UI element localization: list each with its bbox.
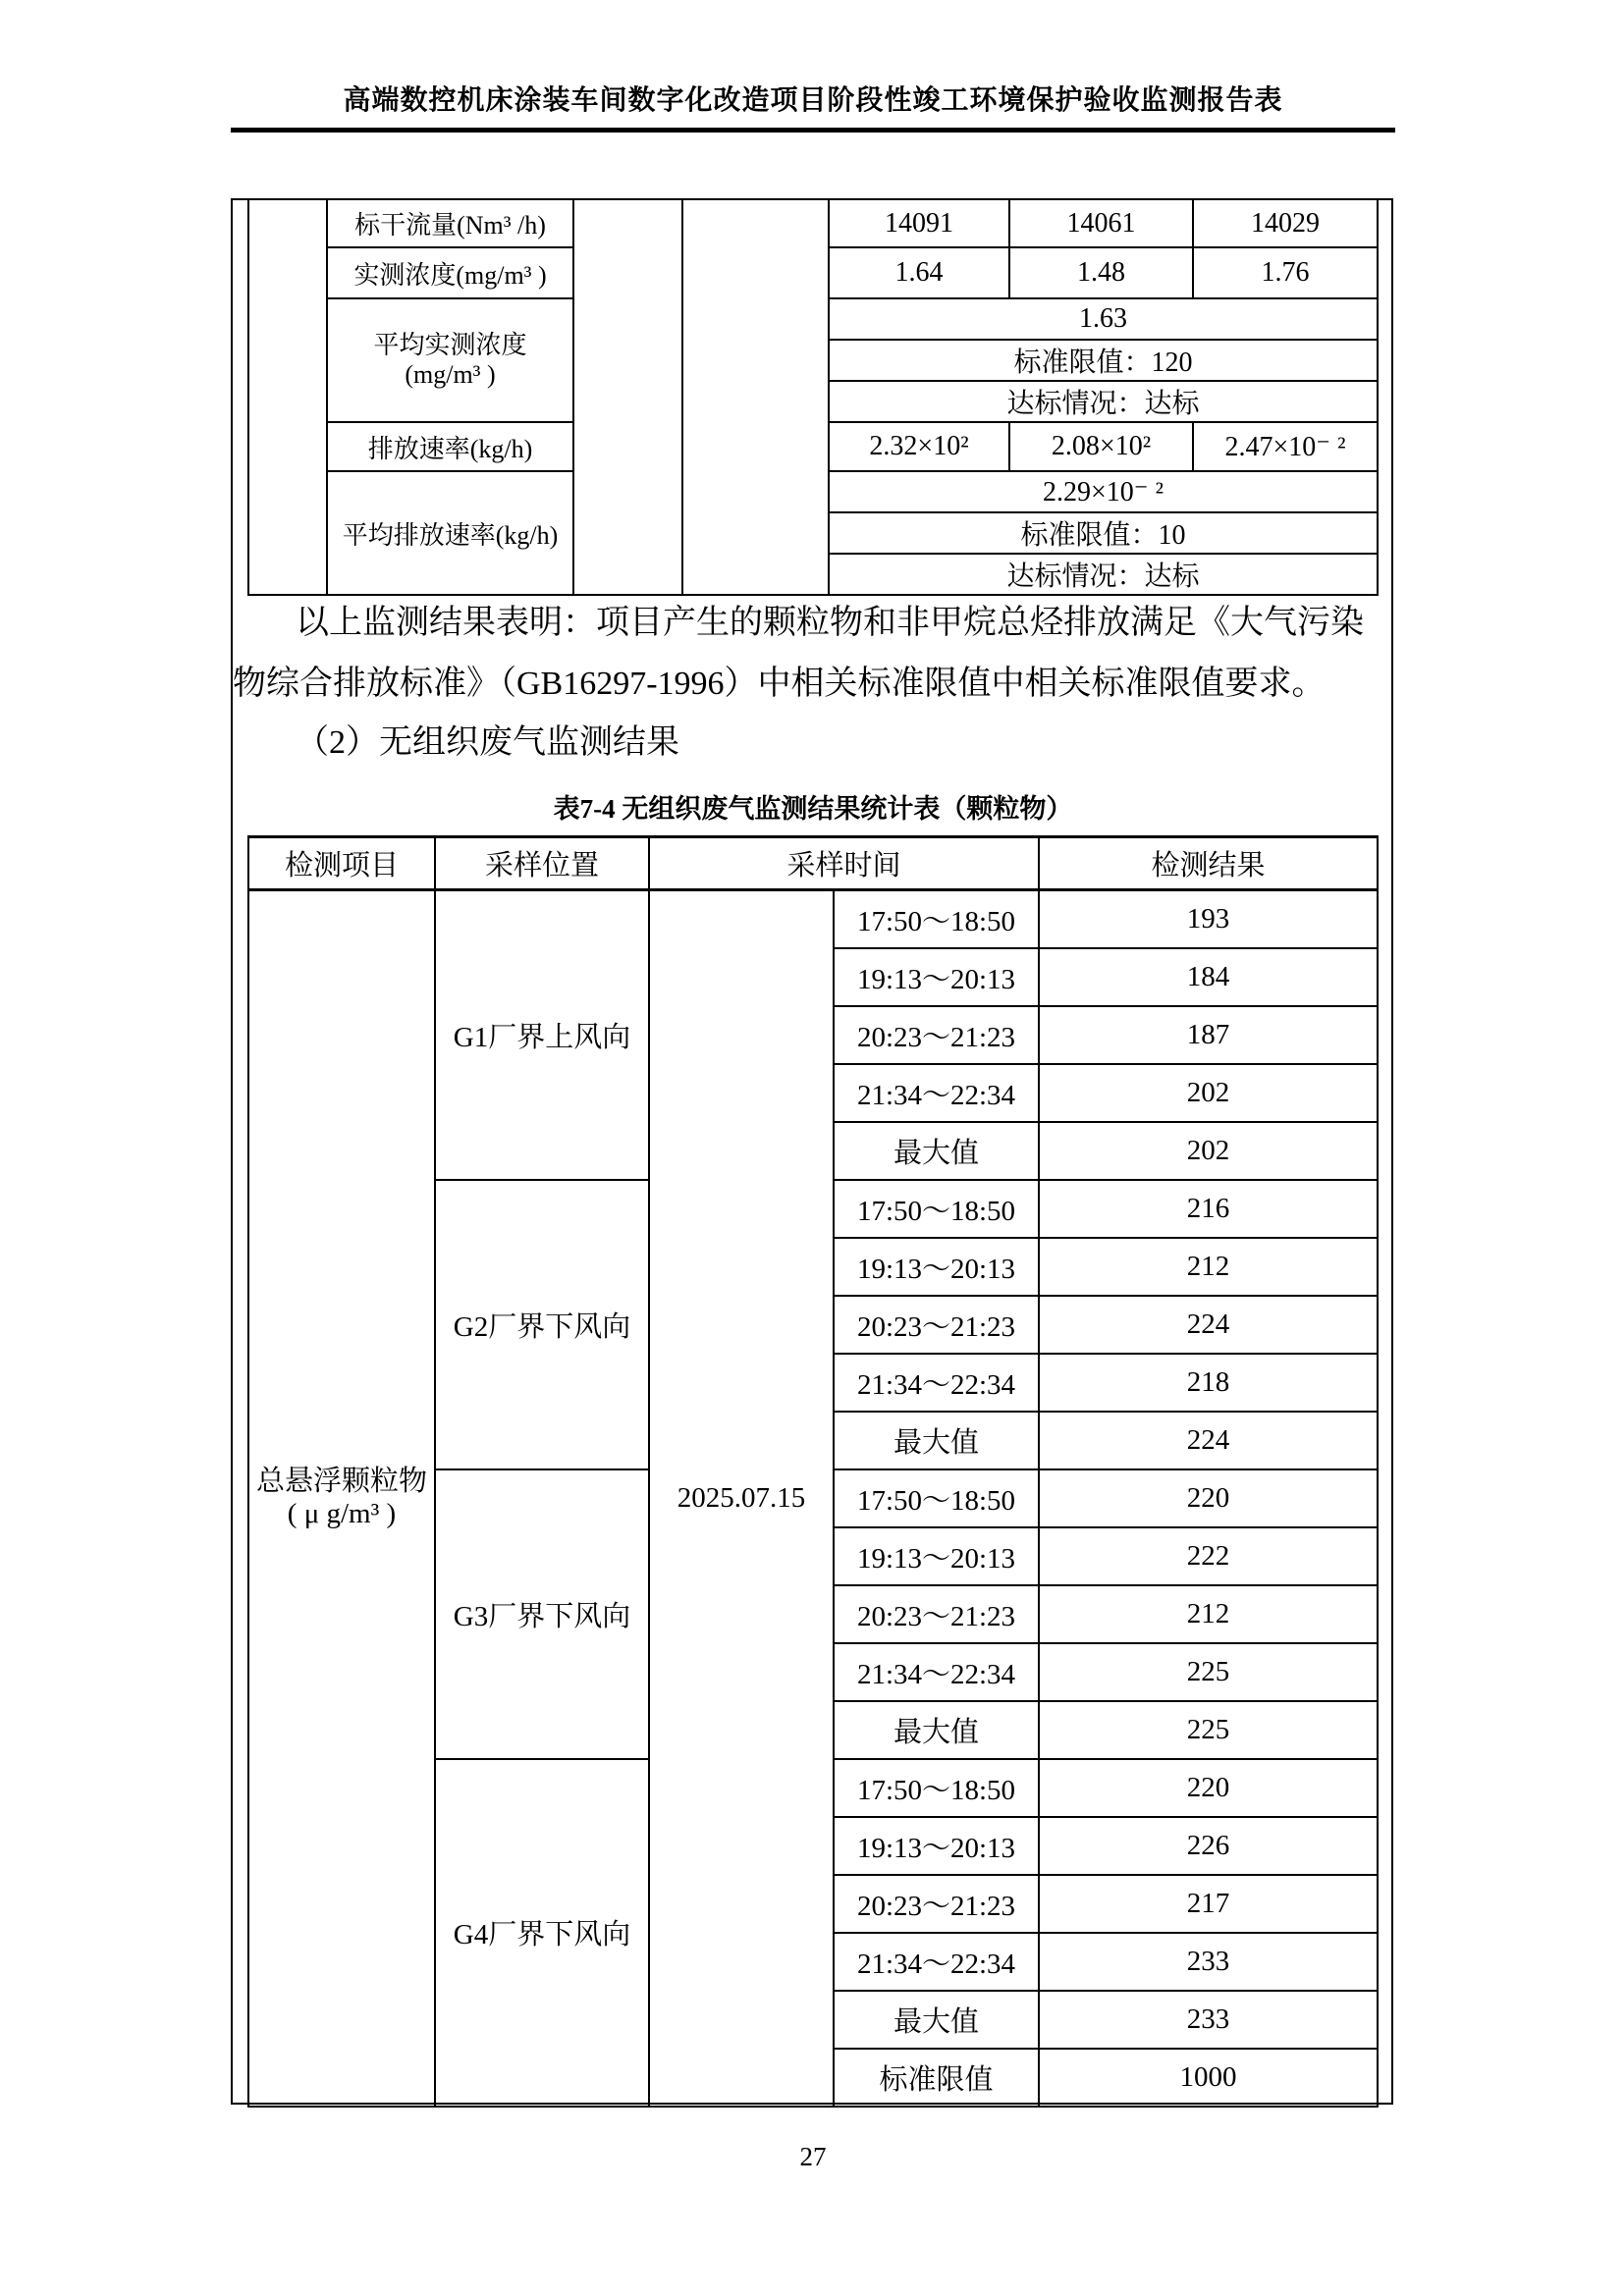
position-cell-g2: G2厂界下风向 bbox=[435, 1180, 649, 1469]
emission-results-table bbox=[247, 198, 1379, 596]
row-label-avg-rate: 平均排放速率(kg/h) bbox=[327, 471, 573, 595]
conc-limit: 标准限值：120 bbox=[829, 340, 1378, 381]
result-cell: 224 bbox=[1039, 1296, 1378, 1354]
item-label-line1: 总悬浮颗粒物 bbox=[255, 1465, 427, 1497]
max-label-cell: 最大值 bbox=[834, 1991, 1039, 2049]
page-number: 27 bbox=[799, 2142, 827, 2171]
result-cell: 220 bbox=[1039, 1469, 1378, 1527]
time-cell: 17:50～18:50 bbox=[834, 1469, 1039, 1527]
result-cell: 212 bbox=[1039, 1585, 1378, 1643]
result-cell: 218 bbox=[1039, 1354, 1378, 1412]
conclusion-line-1: 以上监测结果表明：项目产生的颗粒物和非甲烷总烃排放满足《大气污染 bbox=[296, 605, 1364, 641]
time-cell: 21:34～22:34 bbox=[834, 1064, 1039, 1122]
conclusion-paragraph bbox=[233, 593, 1391, 715]
col-header-item: 检测项目 bbox=[248, 837, 435, 890]
document-title: 高端数控机床涂装车间数字化改造项目阶段性竣工环境保护验收监测报告表 bbox=[343, 85, 1283, 116]
fugitive-emission-table bbox=[247, 835, 1379, 2108]
empty-mid-cell-1 bbox=[573, 199, 682, 595]
rate-limit: 标准限值：10 bbox=[829, 512, 1378, 554]
rate-compliance: 达标情况：达标 bbox=[829, 554, 1378, 595]
result-cell: 212 bbox=[1039, 1238, 1378, 1296]
result-cell: 216 bbox=[1039, 1180, 1378, 1238]
standard-limit-label: 标准限值 bbox=[834, 2049, 1039, 2107]
result-cell: 217 bbox=[1039, 1875, 1378, 1933]
time-cell: 19:13～20:13 bbox=[834, 1238, 1039, 1296]
time-cell: 19:13～20:13 bbox=[834, 948, 1039, 1006]
time-cell: 17:50～18:50 bbox=[834, 890, 1039, 948]
avg-conc-value: 1.63 bbox=[829, 298, 1378, 340]
position-cell-g4: G4厂界下风向 bbox=[435, 1759, 649, 2107]
item-label-line2: ( μ g/m³ ) bbox=[287, 1498, 397, 1530]
row-label-avg-conc bbox=[327, 298, 573, 422]
max-value-cell: 202 bbox=[1039, 1122, 1378, 1180]
result-cell: 187 bbox=[1039, 1006, 1378, 1064]
avg-conc-label-line1: 平均实测浓度 bbox=[373, 331, 527, 360]
empty-mid-cell-2 bbox=[682, 199, 829, 595]
time-cell: 20:23～21:23 bbox=[834, 1006, 1039, 1064]
time-cell: 20:23～21:23 bbox=[834, 1585, 1039, 1643]
time-cell: 17:50～18:50 bbox=[834, 1180, 1039, 1238]
time-cell: 19:13～20:13 bbox=[834, 1527, 1039, 1585]
max-label-cell: 最大值 bbox=[834, 1412, 1039, 1469]
time-cell: 17:50～18:50 bbox=[834, 1759, 1039, 1817]
result-cell: 226 bbox=[1039, 1817, 1378, 1875]
col-header-time: 采样时间 bbox=[649, 837, 1039, 890]
conc-value-1: 1.64 bbox=[829, 247, 1009, 298]
section-heading: （2）无组织废气监测结果 bbox=[296, 724, 679, 761]
title-divider-rule bbox=[231, 128, 1395, 133]
position-cell-g1: G1厂界上风向 bbox=[435, 890, 649, 1180]
empty-left-cell bbox=[248, 199, 327, 595]
conclusion-line-2: 物综合排放标准》（GB16297-1996）中相关标准限值中相关标准限值要求。 bbox=[233, 666, 1326, 702]
time-cell: 19:13～20:13 bbox=[834, 1817, 1039, 1875]
result-cell: 202 bbox=[1039, 1064, 1378, 1122]
time-cell: 21:34～22:34 bbox=[834, 1643, 1039, 1701]
col-header-position: 采样位置 bbox=[435, 837, 649, 890]
flow-value-3: 14029 bbox=[1193, 199, 1378, 247]
row-label-flow: 标干流量(Nm³ /h) bbox=[327, 199, 573, 247]
position-cell-g3: G3厂界下风向 bbox=[435, 1469, 649, 1759]
time-cell: 20:23～21:23 bbox=[834, 1875, 1039, 1933]
avg-rate-value: 2.29×10⁻ ² bbox=[829, 471, 1378, 512]
result-cell: 222 bbox=[1039, 1527, 1378, 1585]
max-label-cell: 最大值 bbox=[834, 1122, 1039, 1180]
row-label-emission-rate: 排放速率(kg/h) bbox=[327, 422, 573, 471]
sample-date-cell: 2025.07.15 bbox=[649, 890, 834, 2107]
max-value-cell: 224 bbox=[1039, 1412, 1378, 1469]
flow-value-2: 14061 bbox=[1009, 199, 1193, 247]
time-cell: 21:34～22:34 bbox=[834, 1354, 1039, 1412]
flow-value-1: 14091 bbox=[829, 199, 1009, 247]
rate-value-2: 2.08×10² bbox=[1009, 422, 1193, 471]
item-cell-tsp bbox=[248, 890, 435, 2107]
max-value-cell: 233 bbox=[1039, 1991, 1378, 2049]
result-cell: 193 bbox=[1039, 890, 1378, 948]
rate-value-3: 2.47×10⁻ ² bbox=[1193, 422, 1378, 471]
result-cell: 225 bbox=[1039, 1643, 1378, 1701]
result-cell: 220 bbox=[1039, 1759, 1378, 1817]
max-value-cell: 225 bbox=[1039, 1701, 1378, 1759]
result-cell: 233 bbox=[1039, 1933, 1378, 1991]
time-cell: 21:34～22:34 bbox=[834, 1933, 1039, 1991]
col-header-result: 检测结果 bbox=[1039, 837, 1378, 890]
row-label-measured-conc: 实测浓度(mg/m³ ) bbox=[327, 247, 573, 298]
conc-value-2: 1.48 bbox=[1009, 247, 1193, 298]
table-caption: 表7-4 无组织废气监测结果统计表（颗粒物） bbox=[553, 794, 1073, 824]
standard-limit-value: 1000 bbox=[1039, 2049, 1378, 2107]
time-cell: 20:23～21:23 bbox=[834, 1296, 1039, 1354]
conc-value-3: 1.76 bbox=[1193, 247, 1378, 298]
conc-compliance: 达标情况：达标 bbox=[829, 381, 1378, 422]
rate-value-1: 2.32×10² bbox=[829, 422, 1009, 471]
max-label-cell: 最大值 bbox=[834, 1701, 1039, 1759]
avg-conc-label-line2: (mg/m³ ) bbox=[405, 360, 496, 389]
result-cell: 184 bbox=[1039, 948, 1378, 1006]
